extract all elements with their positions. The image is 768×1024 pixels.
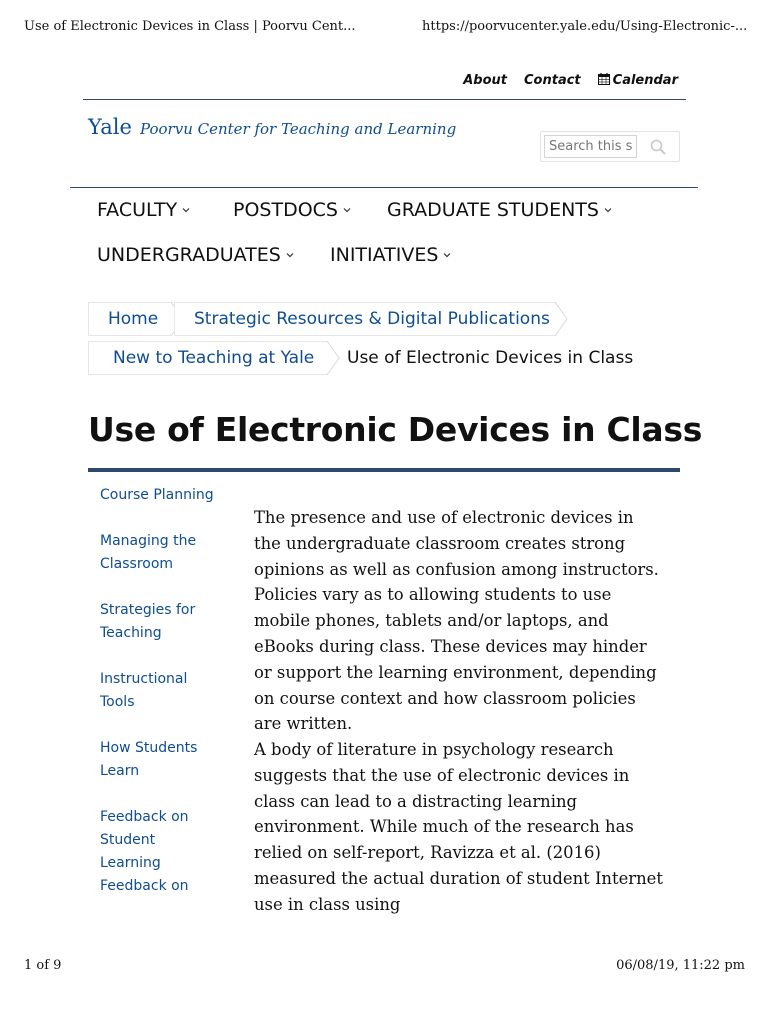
calendar-label: Calendar bbox=[612, 73, 678, 88]
body-paragraph: The presence and use of electronic devices in the undergraduate classroom creates strong opinions as well as confusion among instructors. Policies vary as to allowing students to use mobile phones, tablets and/or laptops, and eBooks during class. These devices may hinder or support the learning environment, depending on course context and how classroom policies are written. bbox=[254, 508, 659, 734]
breadcrumb-link[interactable]: New to Teaching at Yale bbox=[113, 348, 315, 368]
sidebar-item-how-students-learn[interactable]: How Students Learn bbox=[100, 740, 198, 779]
breadcrumb-separator-icon bbox=[555, 302, 568, 336]
calendar-icon bbox=[598, 73, 610, 85]
nav-item-label: GRADUATE STUDENTS bbox=[387, 199, 599, 221]
chevron-down-icon bbox=[182, 207, 190, 213]
nav-divider bbox=[70, 187, 698, 188]
breadcrumb-item-new-to-teaching bbox=[88, 341, 328, 375]
search-form bbox=[540, 131, 680, 162]
sidebar-item-managing-classroom[interactable]: Managing the Classroom bbox=[100, 533, 197, 572]
chevron-down-icon bbox=[443, 252, 451, 258]
sidebar-item-strategies-teaching[interactable]: Strategies for Teaching bbox=[100, 602, 196, 641]
calendar-link[interactable] bbox=[598, 73, 678, 88]
body-paragraph: A body of literature in psychology research suggests that the use of electronic devices in class can lead to a distracting learning environment. While much of the research has relied on self-report, Ravizza et al. (2016) measured the actual duration of student Internet use in class using bbox=[254, 740, 663, 914]
logo-center-name: Poorvu Center for Teaching and Learning bbox=[140, 120, 457, 138]
sidebar-item-feedback-student-learning[interactable]: Feedback on Student Learning bbox=[100, 809, 189, 871]
breadcrumb-separator-icon bbox=[327, 341, 340, 375]
print-page-title: Use of Electronic Devices in Class | Poorvu Cent... bbox=[24, 19, 356, 34]
nav-item-label: POSTDOCS bbox=[233, 199, 338, 221]
about-link[interactable]: About bbox=[463, 73, 508, 88]
chevron-down-icon bbox=[604, 207, 612, 213]
nav-item-initiatives[interactable] bbox=[330, 244, 451, 266]
breadcrumb-item-home bbox=[88, 302, 172, 336]
nav-item-postdocs[interactable] bbox=[233, 199, 351, 221]
contact-link[interactable]: Contact bbox=[524, 73, 581, 88]
breadcrumb-item-strategic-resources bbox=[174, 302, 556, 336]
page-title: Use of Electronic Devices in Class bbox=[88, 410, 703, 449]
print-page-number: 1 of 9 bbox=[24, 958, 62, 973]
nav-item-undergraduates[interactable] bbox=[97, 244, 294, 266]
sidebar-item-instructional-tools[interactable]: Instructional Tools bbox=[100, 671, 188, 710]
logo-yale: Yale bbox=[88, 115, 132, 139]
breadcrumb-link[interactable]: Strategic Resources & Digital Publications bbox=[194, 309, 550, 329]
site-logo[interactable] bbox=[88, 115, 456, 139]
breadcrumb-link[interactable]: Home bbox=[108, 309, 159, 329]
title-divider bbox=[88, 468, 680, 472]
print-datetime: 06/08/19, 11:22 pm bbox=[616, 958, 745, 973]
nav-item-label: FACULTY bbox=[97, 199, 178, 221]
header-divider bbox=[83, 99, 686, 100]
nav-item-graduate-students[interactable] bbox=[387, 199, 612, 221]
breadcrumb-current: Use of Electronic Devices in Class bbox=[347, 348, 634, 368]
chevron-down-icon bbox=[343, 207, 351, 213]
sidebar-item-course-planning[interactable]: Course Planning bbox=[100, 487, 214, 503]
utility-nav bbox=[0, 73, 678, 88]
nav-item-label: INITIATIVES bbox=[330, 244, 439, 266]
print-page-url: https://poorvucenter.yale.edu/Using-Electronic-... bbox=[422, 19, 748, 34]
search-icon[interactable] bbox=[650, 139, 666, 155]
sidebar-item-feedback-on[interactable]: Feedback on bbox=[100, 878, 189, 894]
nav-item-faculty[interactable] bbox=[97, 199, 190, 221]
chevron-down-icon bbox=[286, 252, 294, 258]
search-input[interactable] bbox=[544, 135, 637, 158]
nav-item-label: UNDERGRADUATES bbox=[97, 244, 281, 266]
